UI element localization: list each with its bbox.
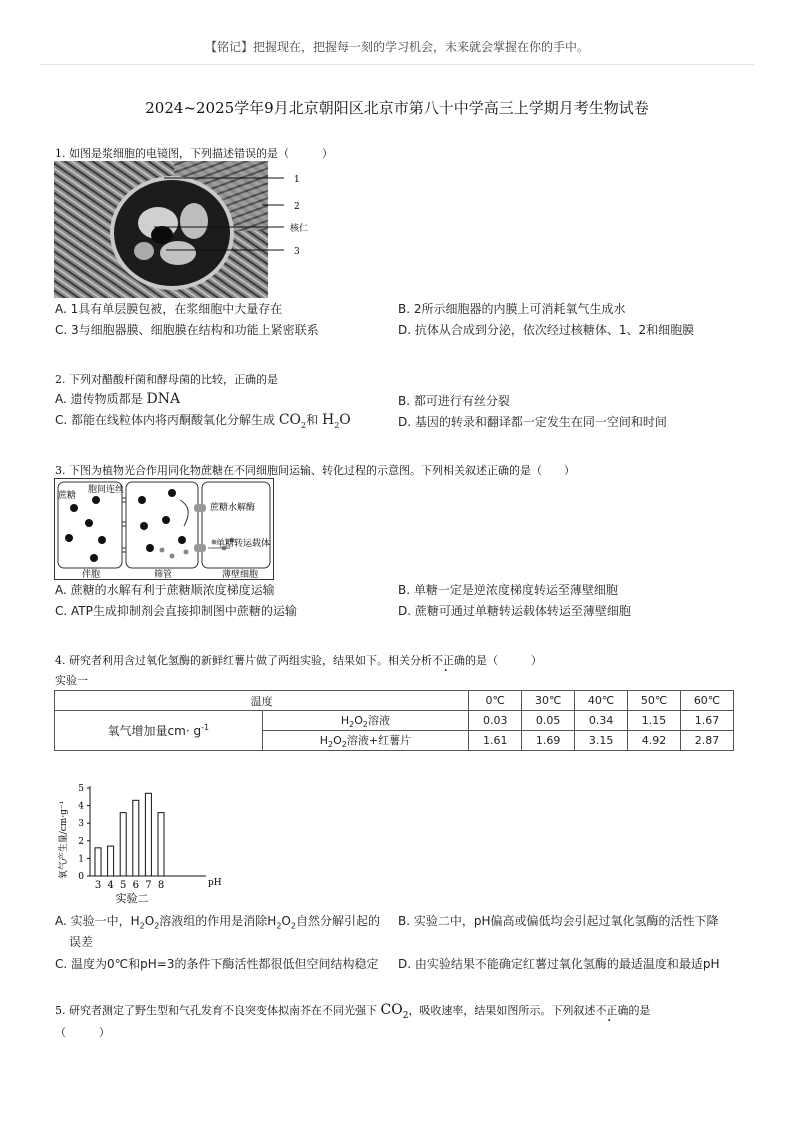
page-title: 2024~2025学年9月北京朝阳区北京市第八十中学高三上学期月考生物试卷 — [145, 99, 649, 117]
chart-x-tick-label: 7 — [145, 880, 152, 891]
q3-label-companion-cell: 伴胞 — [82, 570, 101, 580]
q3-sucrose-transport-diagram — [54, 478, 274, 580]
table-cell: 0.34 — [575, 711, 628, 731]
table-cell: 1.61 — [469, 731, 522, 751]
chart-ylabel: 氧气产生量/cm·g⁻¹ — [59, 800, 69, 880]
q1-label-3: 3 — [294, 247, 300, 257]
q3-stem: 3. 下图为植物光合作用同化物蔗糖在不同细胞间运输、转化过程的示意图。下列相关叙述正确的是（ ） — [55, 464, 575, 477]
q2-option-c-and: 和 — [306, 413, 319, 427]
q2-option-b[interactable]: B. 都可进行有丝分裂 — [398, 394, 510, 408]
table-row — [55, 691, 734, 711]
q4-option-a[interactable]: A. 实验一中，$H_2O_2$溶液组的作用是消除$H_2O_2$自然分解引起的 — [55, 914, 380, 931]
q4-exp2-chart — [54, 780, 234, 910]
header-note: 【铭记】把握现在，把握每一刻的学习机会，未来就会掌握在你的手中。 — [204, 40, 589, 54]
q2-stem: 2. 下列对醋酸杆菌和酵母菌的比较，正确的是 — [55, 373, 278, 386]
q4-option-a-line2: 误差 — [69, 935, 94, 949]
chart-title: 实验二 — [115, 892, 149, 905]
chart-x-tick-label: 5 — [120, 880, 127, 891]
q2-option-a[interactable] — [55, 390, 180, 407]
q4-exp1-label: 实验一 — [55, 674, 88, 687]
q2-option-a-formula: DNA — [146, 391, 181, 407]
q2-option-c-text: C. 都能在线粒体内将丙酮酸氧化分解生成 — [55, 413, 276, 427]
table-row-label: 氧气增加量$cm\cdot g^{-1}$ — [55, 711, 263, 751]
q1-electron-micrograph — [54, 161, 324, 298]
table-cell: 0.03 — [469, 711, 522, 731]
table-header-temperature: 温度 — [55, 691, 469, 711]
q3-label-parenchyma: 薄壁细胞 — [222, 570, 259, 580]
table-cell-treatment: $H_2O_2$溶液+红薯片 — [262, 731, 469, 751]
q1-option-b[interactable]: B. 2所示细胞器的内膜上可消耗氧气生成水 — [398, 302, 626, 316]
table-cell: 3.15 — [575, 731, 628, 751]
table-cell: 1.15 — [628, 711, 681, 731]
chart-y-tick-label: 1 — [78, 854, 84, 865]
table-cell: 1.67 — [681, 711, 734, 731]
chart-bar — [158, 813, 164, 876]
q2-option-d[interactable]: D. 基因的转录和翻译都一定发生在同一空间和时间 — [398, 415, 667, 429]
q5-stem-emphasis: 不正确 — [595, 1004, 629, 1017]
q2-option-a-text: A. 遗传物质都是 — [55, 392, 143, 406]
chart-x-tick-label: 6 — [132, 880, 139, 891]
q1-option-c[interactable]: C. 3与细胞器膜、细胞膜在结构和功能上紧密联系 — [55, 323, 319, 337]
table-header-temp: 30℃ — [522, 691, 575, 711]
q3-label-invertase: 蔗糖水解酶 — [210, 503, 256, 513]
table-cell: 2.87 — [681, 731, 734, 751]
q4-stem-emphasis: 不正确 — [432, 654, 465, 667]
q3-option-b[interactable]: B. 单糖一定是逆浓度梯度转运至薄壁细胞 — [398, 583, 618, 597]
q3-label-sieve-tube: 筛管 — [154, 570, 173, 580]
table-cell: 0.05 — [522, 711, 575, 731]
chart-x-tick-label: 8 — [157, 880, 165, 891]
q1-label-nucleolus: 核仁 — [290, 224, 309, 234]
q5-stem: 5. 研究者测定了野生型和气孔发育不良突变体拟南芥在不同光强下 $CO_2$，吸收速率，结果如图所示。下列叙述不正确的是 — [55, 1002, 651, 1021]
q3-option-a[interactable]: A. 蔗糖的水解有利于蔗糖顺浓度梯度运输 — [55, 583, 275, 597]
q4-stem: 4. 研究者利用含过氧化氢酶的新鲜红薯片做了两组实验，结果如下。相关分析不正确的是（ ） — [55, 654, 542, 667]
chart-y-tick-label: 3 — [78, 819, 84, 830]
table-header-temp: 0℃ — [469, 691, 522, 711]
q3-option-c[interactable]: C. ATP生成抑制剂会直接抑制图中蔗糖的运输 — [55, 604, 297, 618]
q4-option-c[interactable]: C. 温度为0℃和pH=3的条件下酶活性都很低但空间结构稳定 — [55, 957, 379, 971]
table-header-temp: 50℃ — [628, 691, 681, 711]
q5-stem-line2: （ ） — [55, 1026, 110, 1039]
q4-data-table — [54, 690, 734, 751]
table-row — [55, 711, 734, 731]
q5-co2: $CO_2$ — [380, 1002, 409, 1021]
q1-label-2: 2 — [294, 202, 300, 212]
table-header-temp: 60℃ — [681, 691, 734, 711]
chart-y-tick-label: 0 — [78, 872, 84, 882]
chart-xlabel: pH — [208, 878, 222, 888]
q3-label-transporter: 单糖转运载体 — [216, 539, 271, 549]
q3-option-d[interactable]: D. 蔗糖可通过单糖转运载体转运至薄壁细胞 — [398, 604, 631, 618]
table-cell-treatment: $H_2O_2$溶液 — [262, 711, 469, 731]
chart-y-tick-label: 2 — [78, 836, 84, 847]
q4-option-b[interactable]: B. 实验二中，pH偏高或偏低均会引起过氧化氢酶的活性下降 — [398, 914, 719, 928]
table-cell: 1.69 — [522, 731, 575, 751]
q1-label-1: 1 — [294, 175, 300, 185]
chart-bar — [133, 800, 139, 876]
chart-bar — [95, 848, 101, 876]
header-divider — [40, 64, 754, 65]
chart-bar — [145, 793, 151, 876]
chart-x-tick-label: 4 — [107, 880, 114, 891]
q1-option-a[interactable]: A. 1具有单层膜包被，在浆细胞中大量存在 — [55, 302, 283, 316]
q2-option-c-h2o: $H_2O$ — [321, 412, 351, 430]
table-header-temp: 40℃ — [575, 691, 628, 711]
chart-y-tick-label: 5 — [78, 784, 84, 794]
q1-stem: 1. 如图是浆细胞的电镜图，下列描述错误的是（ ） — [55, 147, 333, 160]
q2-option-c[interactable] — [55, 411, 351, 430]
chart-y-tick-label: 4 — [78, 801, 84, 812]
q3-label-sucrose: 蔗糖 — [58, 491, 77, 501]
q4-option-d[interactable]: D. 由实验结果不能确定红薯过氧化氢酶的最适温度和最适pH — [398, 957, 720, 971]
q2-option-c-co2: $CO_2$ — [278, 412, 307, 430]
chart-x-tick-label: 3 — [94, 880, 102, 891]
chart-bar — [108, 846, 114, 876]
q3-label-plasmodesmata: 胞间连丝 — [88, 485, 125, 495]
q1-option-d[interactable]: D. 抗体从合成到分泌，依次经过核糖体、1、2和细胞膜 — [398, 323, 695, 337]
table-cell: 4.92 — [628, 731, 681, 751]
chart-bar — [120, 813, 126, 876]
